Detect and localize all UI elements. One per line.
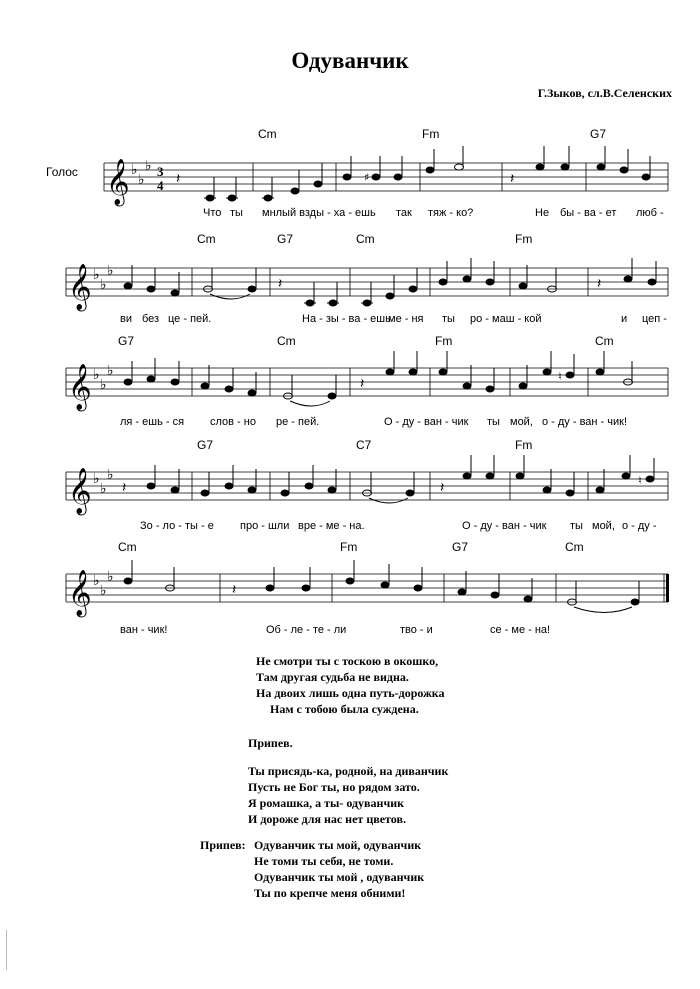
lyric-syllable: без	[142, 313, 160, 325]
svg-text:♭: ♭	[107, 363, 114, 379]
chord-symbol: Fm	[422, 127, 440, 141]
lyric-syllable: ван - чик!	[120, 624, 168, 636]
svg-text:♭: ♭	[107, 569, 114, 585]
verse-line: Ты по крепче меня обними!	[254, 886, 406, 900]
lyric-syllable: мнлый взды - ха - ешь	[262, 207, 376, 219]
verse-line: Одуванчик ты мой , одуванчик	[254, 870, 425, 884]
lyric-syllable: О - ду - ван - чик	[462, 520, 547, 532]
page-edge-mark	[6, 930, 7, 970]
composer-credit: Г.Зыков, сл.В.Селенских	[537, 86, 672, 100]
lyric-syllable: ро - маш - кой	[470, 313, 542, 325]
lyric-line-3	[0, 416, 700, 430]
treble-clef-icon: 𝄞	[68, 264, 92, 310]
svg-text:𝄽: 𝄽	[440, 480, 445, 496]
lyric-syllable: Что	[203, 207, 222, 219]
chord-symbol: G7	[452, 540, 469, 554]
svg-text:𝄽: 𝄽	[597, 276, 602, 292]
svg-text:♭: ♭	[100, 377, 107, 393]
lyric-syllable: ты	[487, 416, 500, 428]
lyric-syllable: и	[621, 313, 628, 325]
chord-symbol: Cm	[197, 232, 216, 246]
lyric-syllable: мой,	[592, 520, 615, 532]
svg-text:𝄽: 𝄽	[510, 171, 515, 187]
svg-text:♭: ♭	[93, 471, 100, 487]
voice-label: Голос	[46, 165, 78, 179]
lyric-syllable: мой,	[510, 416, 533, 428]
verse-line: Ты присядь-ка, родной, на диванчик	[248, 764, 449, 778]
final-barline	[666, 574, 669, 602]
svg-text:𝄽: 𝄽	[176, 171, 181, 187]
lyric-syllable: ме - ня	[388, 313, 424, 325]
time-signature-numerator: 3	[157, 164, 164, 179]
verse-line: Одуванчик ты мой, одуванчик	[254, 838, 422, 852]
verse-line: Я ромашка, а ты- одуванчик	[248, 796, 405, 810]
chord-symbol: Cm	[118, 540, 137, 554]
chord-symbol: Fm	[515, 232, 533, 246]
verse-line: На двоих лишь одна путь-дорожка	[256, 686, 445, 700]
svg-text:♭: ♭	[145, 158, 152, 174]
lyric-line-1	[0, 207, 700, 221]
chord-symbol: Cm	[258, 127, 277, 141]
lyric-syllable: се - ме - на!	[490, 624, 551, 636]
svg-text:𝄽: 𝄽	[360, 376, 365, 392]
song-title: Одуванчик	[291, 48, 409, 73]
svg-text:♭: ♭	[100, 481, 107, 497]
svg-text:♭: ♭	[107, 263, 114, 279]
chord-symbol: Cm	[277, 334, 296, 348]
lyric-syllable: Не	[535, 207, 550, 219]
verse-line: Там другая судьба не видна.	[256, 670, 409, 684]
svg-text:𝄽: 𝄽	[122, 480, 127, 496]
lyric-syllable: о - ду -	[622, 520, 657, 532]
lyric-syllable: Об - ле - те - ли	[266, 624, 347, 636]
verse-line: Не томи ты себя, не томи.	[254, 854, 394, 868]
treble-clef-icon: 𝄞	[68, 468, 92, 514]
verse-line: Не смотри ты с тоскою в окошко,	[256, 654, 439, 668]
lyric-syllable: цеп -	[642, 313, 667, 325]
svg-text:♭: ♭	[100, 277, 107, 293]
svg-text:♮: ♮	[558, 370, 562, 383]
chord-symbol: Cm	[565, 540, 584, 554]
chord-symbol: C7	[356, 438, 372, 452]
lyric-syllable: ты	[230, 207, 243, 219]
lyric-syllable: люб -	[636, 207, 664, 219]
svg-text:𝄽: 𝄽	[232, 582, 237, 598]
lyric-syllable: це - пей.	[168, 313, 212, 325]
lyric-line-5	[0, 624, 700, 638]
lyric-syllable: вре - ме - на.	[298, 520, 365, 532]
treble-clef-icon: 𝄞	[106, 159, 130, 205]
svg-text:♭: ♭	[131, 162, 138, 178]
lyric-syllable: ре - пей.	[276, 416, 320, 428]
lyric-syllable: На - зы - ва - ешь	[302, 313, 391, 325]
chord-symbol: Fm	[435, 334, 453, 348]
chord-symbol: G7	[118, 334, 135, 348]
svg-text:♭: ♭	[93, 367, 100, 383]
chord-symbol: Fm	[340, 540, 358, 554]
lyric-syllable: бы - ва - ет	[560, 207, 617, 219]
lyric-syllable: про - шли	[240, 520, 290, 532]
svg-text:♭: ♭	[138, 172, 145, 188]
lyric-syllable: так	[396, 207, 412, 219]
svg-text:♭: ♭	[100, 583, 107, 599]
chord-symbol: Cm	[356, 232, 375, 246]
verse-line: И дороже для нас нет цветов.	[248, 812, 406, 826]
treble-clef-icon: 𝄞	[68, 570, 92, 616]
verse-line: Нам с тобою была суждена.	[270, 702, 419, 716]
lyric-syllable: ты	[442, 313, 455, 325]
lyric-syllable: о - ду - ван - чик!	[542, 416, 628, 428]
chorus-heading: Припев:	[200, 838, 246, 852]
lyric-syllable: тво - и	[400, 624, 433, 636]
lyric-syllable: ви	[120, 313, 132, 325]
chord-symbol: G7	[197, 438, 214, 452]
lyric-line-2	[0, 313, 700, 327]
treble-clef-icon: 𝄞	[68, 364, 92, 410]
svg-text:𝄽: 𝄽	[278, 276, 283, 292]
chord-symbol: Cm	[595, 334, 614, 348]
svg-text:♭: ♭	[93, 267, 100, 283]
lyric-syllable: ля - ешь - ся	[120, 416, 185, 428]
chord-symbol: Fm	[515, 438, 533, 452]
svg-text:♭: ♭	[93, 573, 100, 589]
lyric-line-4	[0, 520, 700, 534]
lyric-syllable: Зо - ло - ты - е	[140, 520, 214, 532]
svg-text:♯: ♯	[364, 171, 370, 184]
chord-symbol: G7	[277, 232, 294, 246]
lyric-syllable: ты	[570, 520, 583, 532]
svg-text:♮: ♮	[638, 474, 642, 487]
time-signature-denominator: 4	[157, 178, 164, 193]
lyric-syllable: О - ду - ван - чик	[384, 416, 469, 428]
chorus-label: Припев.	[248, 736, 293, 750]
lyric-syllable: тяж - ко?	[428, 207, 474, 219]
lyric-syllable: слов - но	[210, 416, 256, 428]
verse-line: Пусть не Бог ты, но рядом зато.	[248, 780, 420, 794]
chord-symbol: G7	[590, 127, 607, 141]
svg-text:♭: ♭	[107, 467, 114, 483]
